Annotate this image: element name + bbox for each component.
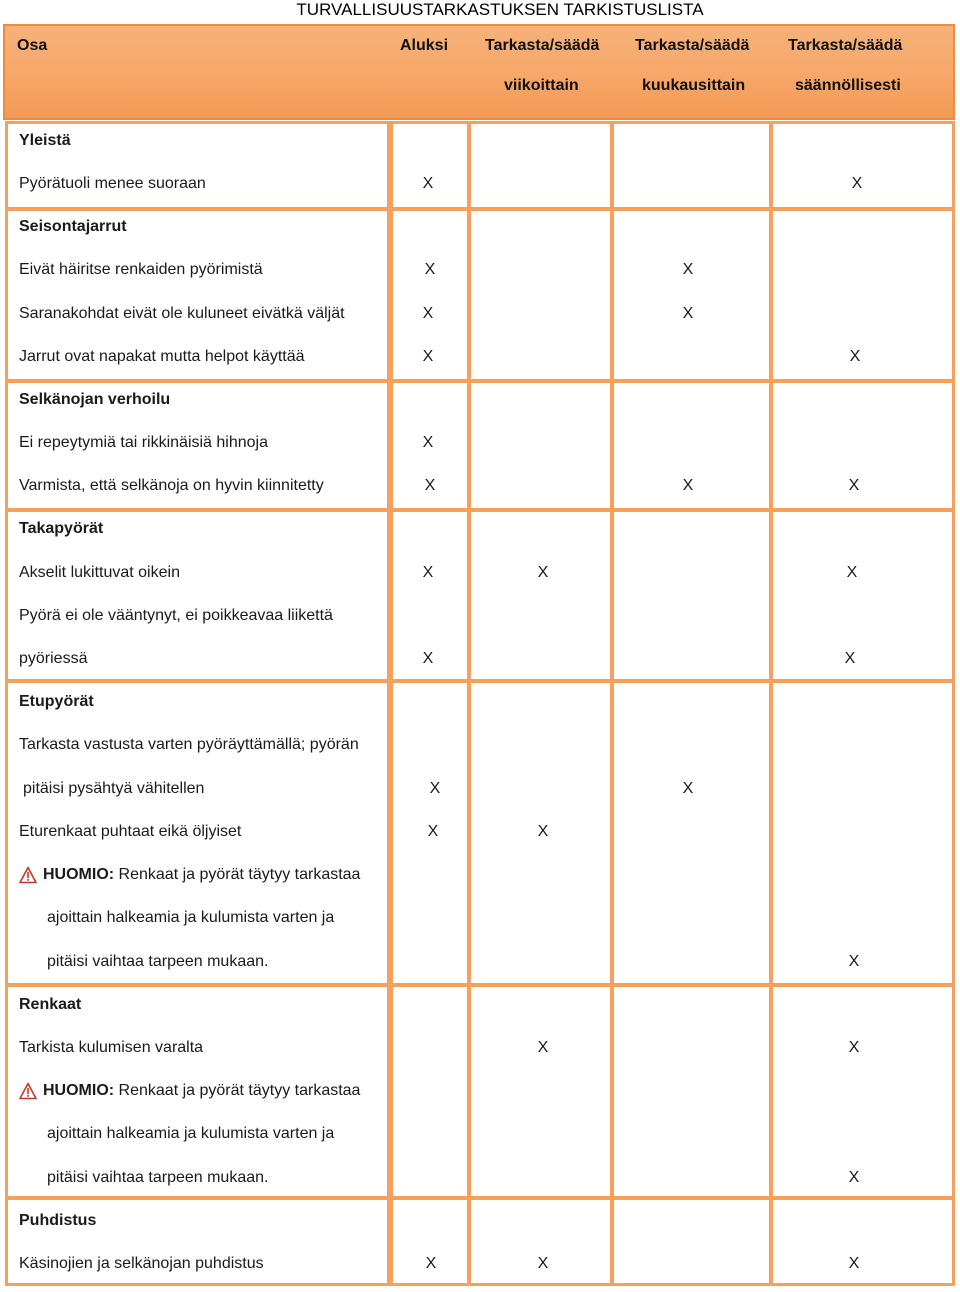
check-mark: X — [848, 1169, 860, 1186]
row-label: Varmista, että selkänoja on hyvin kiinnitetty — [19, 477, 324, 494]
note-line — [43, 865, 360, 885]
header-part: Osa — [17, 37, 48, 54]
check-mark: X — [537, 823, 549, 840]
row-label: Pyörätuoli menee suoraan — [19, 175, 206, 192]
section-renkaat: Renkaat — [19, 996, 82, 1013]
check-mark: X — [425, 1255, 437, 1272]
section-puhdistus: Puhdistus — [19, 1212, 97, 1229]
check-mark: X — [537, 1039, 549, 1056]
check-mark: X — [424, 261, 436, 278]
cell-regular — [770, 984, 955, 1199]
row-label: Käsinojien ja selkänojan puhdistus — [19, 1255, 264, 1272]
row-label: Pyörä ei ole vääntynyt, ei poikkeavaa liikettä — [19, 607, 333, 624]
note-text: Renkaat ja pyörät täytyy tarkastaa — [114, 866, 361, 883]
header-monthly-sub: kuukausittain — [642, 77, 746, 94]
check-mark: X — [537, 564, 549, 581]
row-label: Tarkasta vastusta varten pyöräyttämällä; pyörän — [19, 736, 359, 753]
header-initial: Aluksi — [400, 37, 449, 54]
check-mark: X — [846, 564, 858, 581]
check-mark: X — [848, 477, 860, 494]
check-mark: X — [422, 564, 434, 581]
note-text: Renkaat ja pyörät täytyy tarkastaa — [114, 1082, 361, 1099]
cell-regular — [770, 680, 955, 986]
cell-monthly — [611, 121, 772, 210]
note-line: ajoittain halkeamia ja kulumista varten ja — [47, 909, 335, 926]
check-mark: X — [422, 305, 434, 322]
section-selkanojan-verhoilu: Selkänojan verhoilu — [19, 391, 171, 408]
check-mark: X — [844, 650, 856, 667]
check-mark: X — [682, 780, 694, 797]
warning-triangle-icon — [19, 1082, 37, 1100]
cell-regular — [770, 121, 955, 210]
cell-weekly — [468, 121, 613, 210]
cell-initial — [390, 984, 470, 1199]
note-label: HUOMIO: — [43, 1082, 115, 1099]
check-mark: X — [422, 348, 434, 365]
cell-monthly — [611, 984, 772, 1199]
header-weekly: Tarkasta/säädä — [485, 37, 600, 54]
header-regular: Tarkasta/säädä — [788, 37, 903, 54]
row-label: Saranakohdat eivät ole kuluneet eivätkä väljät — [19, 305, 345, 322]
check-mark: X — [429, 780, 441, 797]
cell-weekly — [468, 380, 613, 511]
page-title: TURVALLISUUSTARKASTUKSEN TARKISTUSLISTA — [296, 0, 704, 19]
note-label: HUOMIO: — [43, 866, 115, 883]
check-mark: X — [537, 1255, 549, 1272]
check-mark: X — [424, 477, 436, 494]
check-mark: X — [848, 1255, 860, 1272]
row-label: Tarkista kulumisen varalta — [19, 1039, 204, 1056]
check-mark: X — [848, 1039, 860, 1056]
note-line: pitäisi vaihtaa tarpeen mukaan. — [47, 953, 269, 970]
header-monthly: Tarkasta/säädä — [635, 37, 750, 54]
check-mark: X — [682, 305, 694, 322]
row-label: Akselit lukittuvat oikein — [19, 564, 180, 581]
check-mark: X — [848, 953, 860, 970]
cell-weekly — [468, 509, 613, 682]
cell-monthly — [611, 680, 772, 986]
section-yleista: Yleistä — [19, 132, 71, 149]
section-etupyorat: Etupyörät — [19, 693, 94, 710]
header-weekly-sub: viikoittain — [504, 77, 579, 94]
check-mark: X — [422, 434, 434, 451]
cell-regular — [770, 509, 955, 682]
check-mark: X — [422, 650, 434, 667]
cell-weekly — [468, 208, 613, 382]
note-line: ajoittain halkeamia ja kulumista varten ja — [47, 1125, 335, 1142]
header-regular-sub: säännöllisesti — [795, 77, 901, 94]
row-label: pitäisi pysähtyä vähitellen — [23, 780, 205, 797]
check-mark: X — [682, 477, 694, 494]
row-label: Jarrut ovat napakat mutta helpot käyttää — [19, 348, 305, 365]
note-line: pitäisi vaihtaa tarpeen mukaan. — [47, 1169, 269, 1186]
check-mark: X — [849, 348, 861, 365]
table-header — [3, 24, 955, 120]
cell-initial — [390, 121, 470, 210]
cell-monthly — [611, 509, 772, 682]
section-seisontajarrut: Seisontajarrut — [19, 218, 127, 235]
row-label: Eivät häiritse renkaiden pyörimistä — [19, 261, 263, 278]
cell-weekly — [468, 984, 613, 1199]
warning-triangle-icon — [19, 866, 37, 884]
check-mark: X — [427, 823, 439, 840]
note-line — [43, 1081, 360, 1101]
check-mark: X — [851, 175, 863, 192]
row-label: Ei repeytymiä tai rikkinäisiä hihnoja — [19, 434, 268, 451]
check-mark: X — [422, 175, 434, 192]
cell-monthly — [611, 1197, 772, 1286]
section-takapyorat: Takapyörät — [19, 520, 104, 537]
row-label: Eturenkaat puhtaat eikä öljyiset — [19, 823, 242, 840]
cell-monthly — [611, 208, 772, 382]
row-label: pyöriessä — [19, 650, 88, 667]
check-mark: X — [682, 261, 694, 278]
